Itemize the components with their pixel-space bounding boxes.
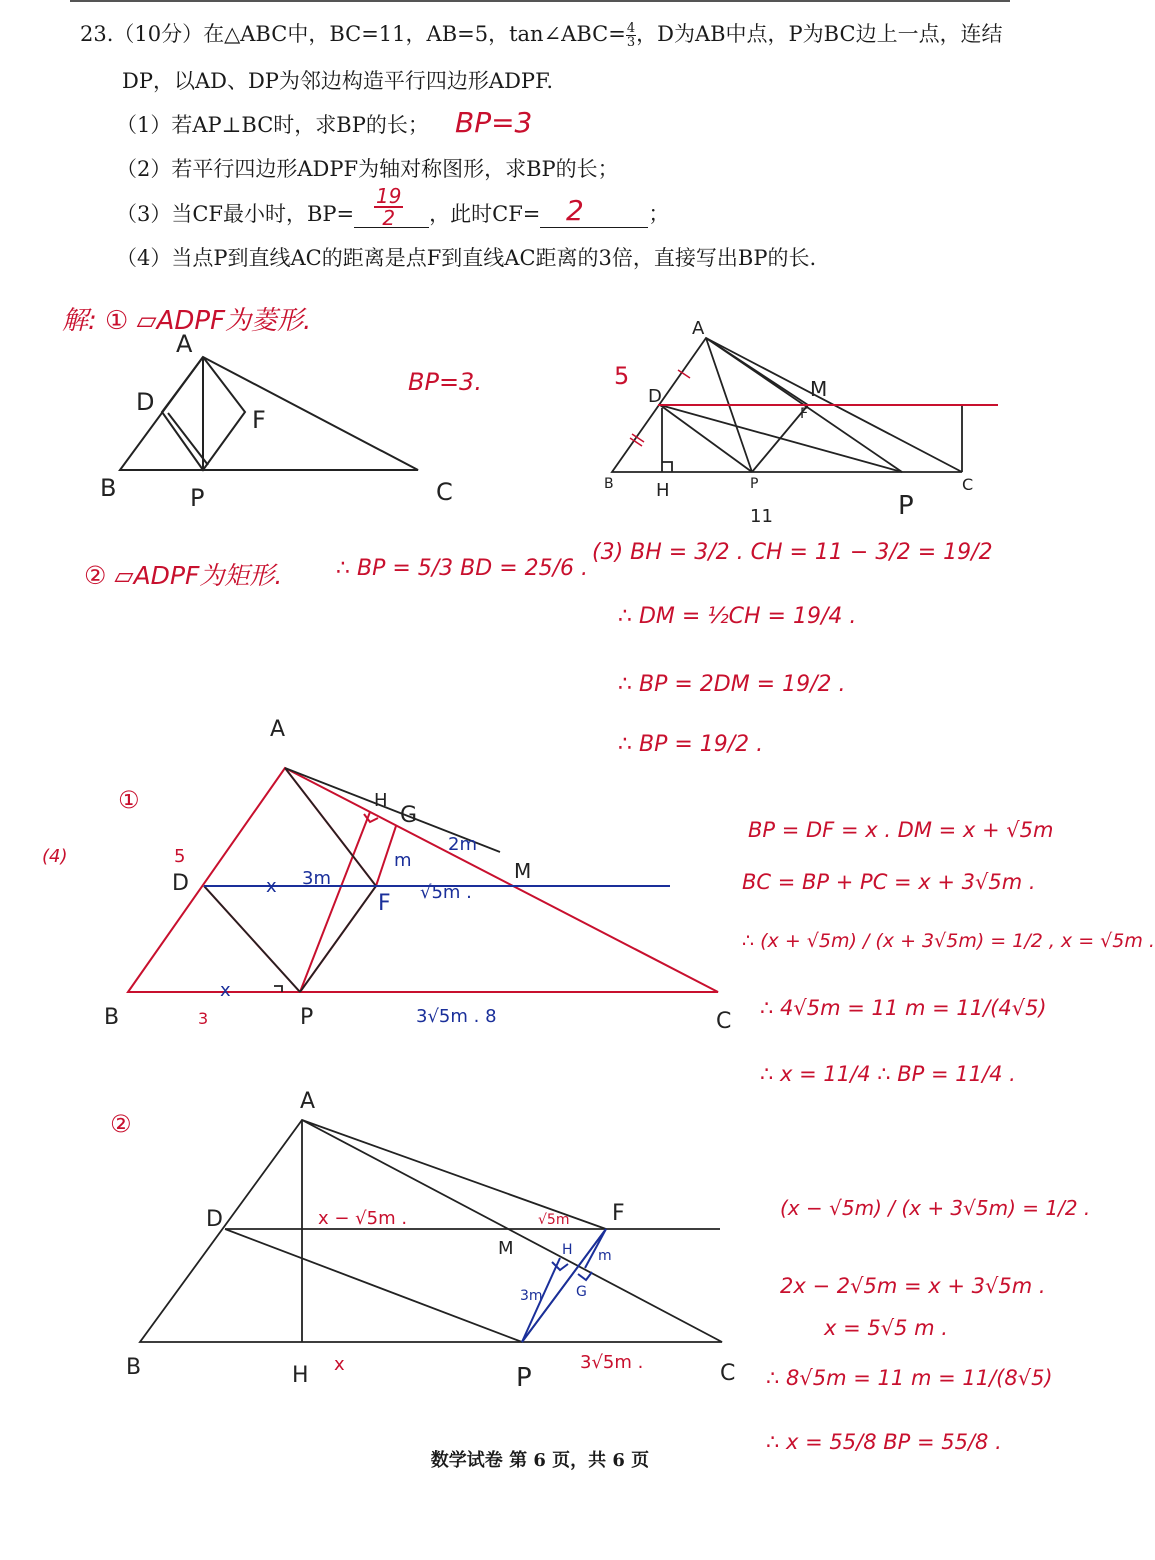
fig2-label-h: H xyxy=(656,480,670,501)
fig3-label-b: B xyxy=(104,1005,120,1030)
fig2-label-m: M xyxy=(810,377,828,401)
fig4-label-top: x − √5m . xyxy=(318,1208,408,1229)
fig4-triangle-abc xyxy=(140,1120,722,1342)
fig3-label-3: 3 xyxy=(198,1009,209,1028)
fig4-label-b: B xyxy=(126,1355,142,1380)
fig3-label-small-m: m xyxy=(394,850,412,871)
fig3-label-d: D xyxy=(172,871,189,896)
question-part-3-b: ，此时CF= xyxy=(429,202,541,226)
case2-line-2: 2x − 2√5m = x + 3√5m . xyxy=(780,1274,1046,1298)
page-footer: 数学试卷 第 6 页，共 6 页 xyxy=(430,1450,650,1471)
fig1-label-p: P xyxy=(190,484,205,512)
fig4-label-small-m: m xyxy=(598,1248,612,1264)
question-line-1-a: 23.（10分）在△ABC中，BC=11，AB=5，tan∠ABC= xyxy=(80,22,626,46)
question-part-1: （1）若AP⊥BC时，求BP的长； xyxy=(116,113,429,137)
case1-line-4: ∴ 4√5m = 11 m = 11/(4√5) xyxy=(760,996,1047,1020)
fig4-label-root5m: √5m xyxy=(538,1212,570,1228)
case1-line-1: BP = DF = x . DM = x + √5m xyxy=(748,818,1054,842)
fig3-label-p: P xyxy=(300,1005,314,1030)
question-part-3-c: ； xyxy=(648,202,670,226)
part4-case-2: ② xyxy=(110,1110,132,1138)
fig3-label-x2: x xyxy=(220,980,231,1001)
fig3-label-2m: 2m xyxy=(448,834,477,855)
fig4-label-m: M xyxy=(498,1238,514,1259)
fig4-label-d: D xyxy=(206,1207,223,1232)
fig2-label-p2: P xyxy=(898,491,914,521)
fig3-label-m: M xyxy=(514,859,532,883)
question-part-3-a: （3）当CF最小时，BP= xyxy=(116,202,355,226)
fig4-label-3m: 3m xyxy=(520,1288,543,1304)
answer-1: BP=3 xyxy=(455,106,533,139)
fig2-label-a: A xyxy=(692,318,705,339)
fig2-label-11: 11 xyxy=(750,506,773,527)
case2-line-5: ∴ x = 55/8 BP = 55/8 . xyxy=(766,1430,1002,1454)
fig4-label-h: H xyxy=(562,1242,573,1258)
fig2-label-b: B xyxy=(604,476,614,492)
fig3-label-root5m: √5m . xyxy=(420,882,472,903)
fig3-label-3m: 3m xyxy=(302,868,331,889)
fig1-label-a: A xyxy=(176,330,193,358)
fig3-label-bottom: 3√5m . 8 xyxy=(416,1006,497,1027)
fig4-label-f: F xyxy=(612,1201,625,1226)
fig4-right-angle-g xyxy=(578,1272,592,1280)
tan-numerator: 4 xyxy=(626,21,636,36)
fig4-label-p: P xyxy=(516,1363,532,1393)
case-2-calc: ∴ BP = 5/3 BD = 25/6 . xyxy=(336,556,589,581)
case2-line-4: ∴ 8√5m = 11 m = 11/(8√5) xyxy=(766,1366,1053,1390)
tan-denominator: 3 xyxy=(626,35,636,50)
fig4-label-c: C xyxy=(720,1361,736,1386)
solution-heading: 解: ① ▱ADPF为菱形. xyxy=(62,306,312,336)
fig2-label-f: F xyxy=(800,406,809,422)
fig3-label-g: G xyxy=(400,803,418,828)
fig3-label-5: 5 xyxy=(174,846,186,867)
fig1-label-c: C xyxy=(436,478,453,506)
fig4-label-a: A xyxy=(300,1089,316,1114)
part3-line-4: ∴ BP = 19/2 . xyxy=(618,732,764,757)
case2-line-1: (x − √5m) / (x + 3√5m) = 1/2 . xyxy=(780,1196,1091,1220)
part3-line-2: ∴ DM = ½CH = 19/4 . xyxy=(618,604,857,629)
fig4-label-bottom: 3√5m . xyxy=(580,1352,644,1373)
part3-line-1: (3) BH = 3/2 . CH = 11 − 3/2 = 19/2 xyxy=(592,540,993,565)
fig3-label-h: H xyxy=(374,790,388,811)
question-line-2: DP，以AD、DP为邻边构造平行四边形ADPF. xyxy=(122,69,554,93)
answer-3-bp-num: 19 xyxy=(376,184,402,208)
question-part-4: （4）当点P到直线AC的距离是点F到直线AC距离的3倍，直接写出BP的长. xyxy=(116,246,817,270)
case2-line-3: x = 5√5 m . xyxy=(824,1316,948,1340)
part4-heading: (4) xyxy=(42,846,68,867)
fig4-label-hb: H xyxy=(292,1363,309,1388)
fig3-label-f: F xyxy=(378,891,391,916)
part4-case-1: ① xyxy=(118,786,140,814)
fig3-label-c: C xyxy=(716,1009,732,1034)
case-2-heading: ② ▱ADPF为矩形. xyxy=(84,561,283,590)
fig4-segment-dp xyxy=(225,1229,522,1342)
fig2-label-p1: P xyxy=(750,476,759,492)
fig2-label-c: C xyxy=(962,475,974,494)
fig4-label-g: G xyxy=(576,1284,587,1300)
fig1-bp-note: BP=3. xyxy=(408,368,482,396)
part3-line-3: ∴ BP = 2DM = 19/2 . xyxy=(618,672,846,697)
fig1-label-d: D xyxy=(136,388,155,416)
answer-3-cf: 2 xyxy=(566,194,584,227)
question-part-2: （2）若平行四边形ADPF为轴对称图形，求BP的长； xyxy=(116,157,619,181)
fig2-label-d: D xyxy=(648,386,662,407)
answer-3-bp-den: 2 xyxy=(382,206,396,230)
fig3-label-a: A xyxy=(270,717,286,742)
fig3-label-x: x xyxy=(266,876,277,897)
case1-line-3: ∴ (x + √5m) / (x + 3√5m) = 1/2 , x = √5m . xyxy=(742,930,1155,952)
fig1-label-b: B xyxy=(100,474,117,502)
fig4-label-x: x xyxy=(334,1354,345,1375)
case1-line-2: BC = BP + PC = x + 3√5m . xyxy=(742,870,1036,894)
fig1-label-f: F xyxy=(252,406,266,434)
case1-line-5: ∴ x = 11/4 ∴ BP = 11/4 . xyxy=(760,1062,1016,1086)
fig2-label-5: 5 xyxy=(614,362,630,390)
question-line-1-b: ，D为AB中点，P为BC边上一点，连结 xyxy=(636,22,1003,46)
